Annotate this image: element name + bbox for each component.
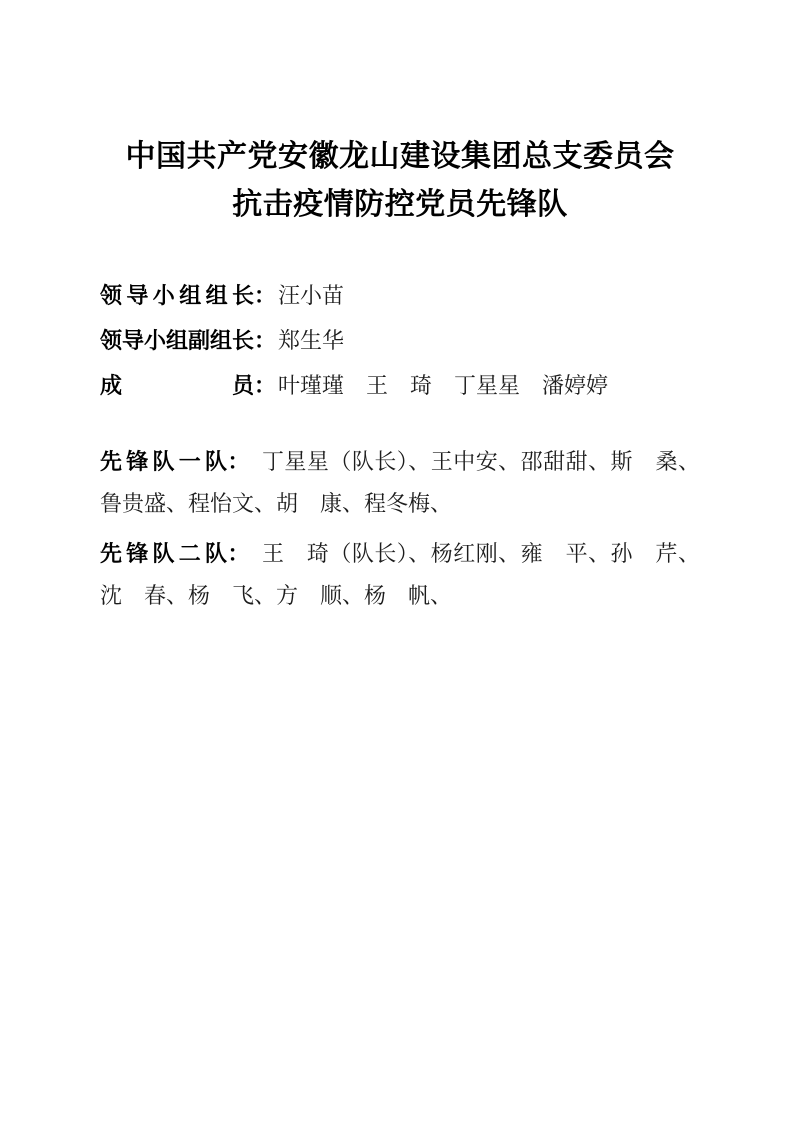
pioneer-team-2-colon: ： <box>227 541 250 566</box>
title-line-2: 抗击疫情防控党员先锋队 <box>232 188 568 221</box>
leadership-deputy-colon: ： <box>254 328 277 353</box>
leadership-leader-colon: ： <box>254 283 277 308</box>
pioneer-team-2-members: 王 琦（队长）、杨红刚、雍 平、孙 芹、沈 春、杨 飞、方 顺、杨 帆、 <box>100 541 700 608</box>
leadership-row-deputy <box>100 318 700 363</box>
pioneer-team-1-colon: ： <box>227 449 250 474</box>
leadership-row-leader <box>100 273 700 318</box>
leadership-members-label: 成员 <box>100 373 254 398</box>
title-line-1: 中国共产党安徽龙山建设集团总支委员会 <box>125 140 675 173</box>
leadership-section <box>100 273 700 408</box>
leadership-members-names: 叶瑾瑾 王 琦 丁星星 潘婷婷 <box>278 373 609 398</box>
pioneer-team-2 <box>100 533 700 617</box>
document-title <box>100 133 700 229</box>
leadership-deputy-name: 郑生华 <box>278 328 345 353</box>
pioneer-team-1 <box>100 441 700 525</box>
pioneer-team-2-label: 先锋队二队 <box>100 541 227 566</box>
pioneer-team-1-members: 丁星星（队长）、王中安、邵甜甜、斯 桑、鲁贵盛、程怡文、胡 康、程冬梅、 <box>100 449 700 516</box>
leadership-leader-label: 领导小组组长 <box>100 283 254 308</box>
leadership-row-members <box>100 363 700 408</box>
leadership-members-colon: ： <box>254 373 277 398</box>
leadership-deputy-label: 领导小组副组长 <box>100 328 255 353</box>
pioneer-teams-section <box>100 441 700 617</box>
leadership-leader-name: 汪小苗 <box>278 283 345 308</box>
pioneer-team-1-label: 先锋队一队 <box>100 449 227 474</box>
